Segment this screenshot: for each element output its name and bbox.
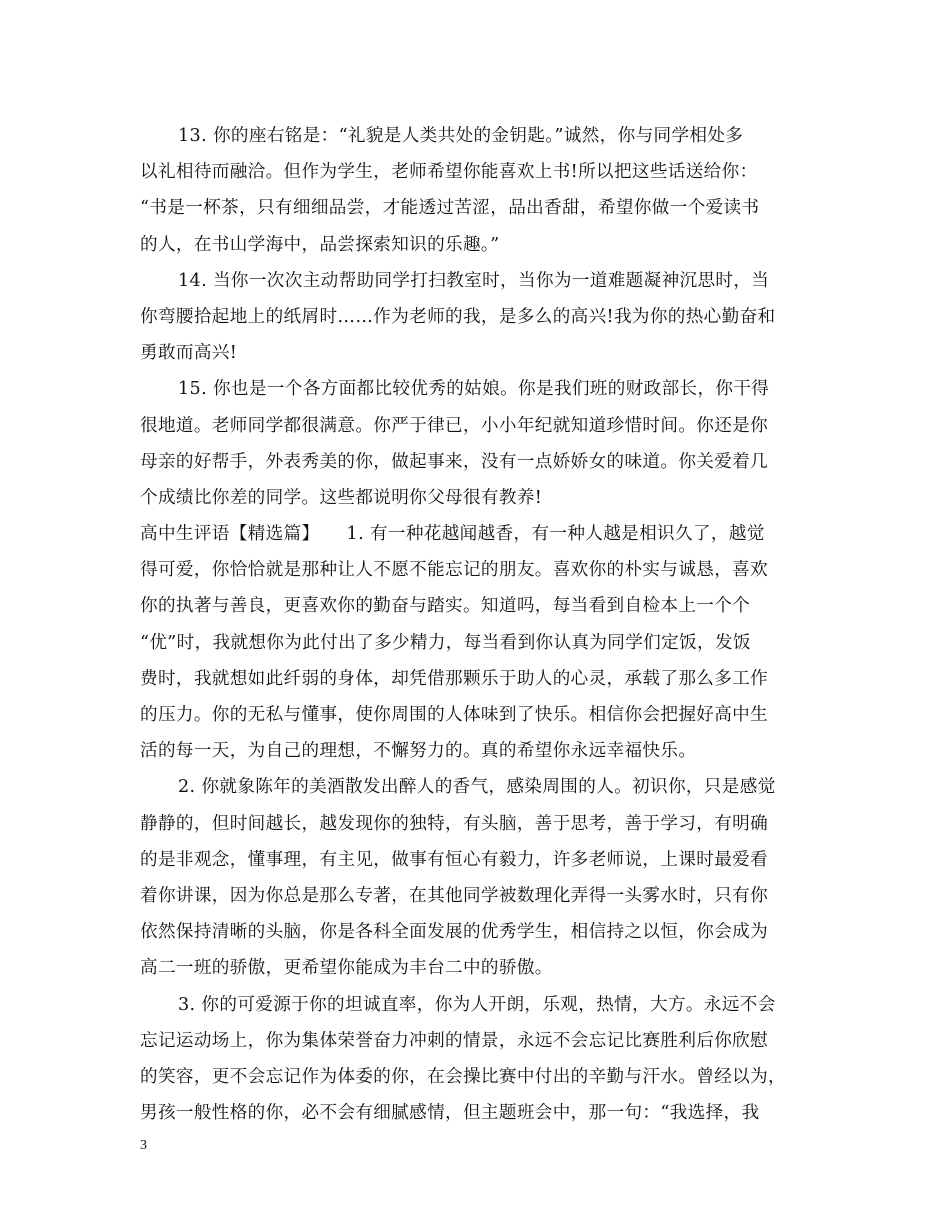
text-line: 你弯腰拾起地上的纸屑时……作为老师的我，是多么的高兴!我为你的热心勤奋和 bbox=[140, 306, 776, 327]
section-heading-line: 高中生评语【精选篇】 1. 有一种花越闻越香，有一种人越是相识久了，越觉 bbox=[140, 524, 765, 545]
text-line: 着你讲课，因为你总是那么专著，在其他同学被数理化弄得一头雾水时，只有你 bbox=[140, 885, 769, 906]
text-line: 13. 你的座右铭是：“礼貌是人类共处的金钥匙。”诚然，你与同学相处多 bbox=[178, 126, 744, 146]
text-line: 的压力。你的无私与懂事，使你周围的人体味到了快乐。相信你会把握好高中生 bbox=[140, 705, 769, 725]
text-line: 你的执著与善良，更喜欢你的勤奋与踏实。知道吗，每当看到自检本上一个个 bbox=[140, 596, 751, 617]
text-line: 很地道。老师同学都很满意。你严于律已，小小年纪就知道珍惜时间。你还是你 bbox=[140, 415, 769, 436]
text-line: 活的每一天，为自己的理想，不懈努力的。真的希望你永远幸福快乐。 bbox=[140, 741, 697, 762]
body-text bbox=[140, 118, 820, 1131]
text-line: 以礼相待而融洽。但作为学生，老师希望你能喜欢上书!所以把这些话送给你： bbox=[140, 162, 758, 183]
text-line: 费时，我就想如此纤弱的身体，却凭借那颗乐于助人的心灵，承载了那么多工作 bbox=[140, 668, 769, 689]
text-line: “优”时，我就想你为此付出了多少精力，每当看到你认真为同学们定饭，发饭 bbox=[140, 632, 751, 653]
text-line: 得可爱，你恰恰就是那种让人不愿不能忘记的朋友。喜欢你的朴实与诚恳，喜欢 bbox=[140, 560, 769, 581]
page-number: 3 bbox=[140, 1138, 147, 1153]
text-line: 个成绩比你差的同学。这些都说明你父母很有教养! bbox=[140, 487, 543, 508]
text-line: 15. 你也是一个各方面都比较优秀的姑娘。你是我们班的财政部长，你干得 bbox=[178, 379, 770, 400]
text-line: 静静的，但时间越长，越发现你的独特，有头脑，善于思考，善于学习，有明确 bbox=[140, 813, 769, 834]
text-line: 忘记运动场上，你为集体荣誉奋力冲刺的情景，永远不会忘记比赛胜利后你欣慰 bbox=[140, 1030, 769, 1051]
text-line: 3. 你的可爱源于你的坦诚直率，你为人开朗，乐观，热情，大方。永远不会 bbox=[178, 994, 776, 1015]
text-line: 14. 当你一次次主动帮助同学打扫教室时，当你为一道难题凝神沉思时，当 bbox=[178, 270, 770, 291]
text-line: 男孩一般性格的你，必不会有细腻感情，但主题班会中，那一句：“我选择，我 bbox=[140, 1103, 760, 1124]
text-line: 的人，在书山学海中，品尝探索知识的乐趣。” bbox=[140, 234, 500, 255]
text-line: 勇敢而高兴! bbox=[140, 343, 238, 364]
text-line: “书是一杯茶，只有细细品尝，才能透过苦涩，品出香甜，希望你做一个爱读书 bbox=[140, 198, 760, 219]
text-line: 高二一班的骄傲，更希望你能成为丰台二中的骄傲。 bbox=[140, 958, 553, 979]
text-line: 的笑容，更不会忘记作为体委的你，在会操比赛中付出的辛勤与汗水。曾经以为， bbox=[140, 1066, 786, 1087]
text-line: 2. 你就象陈年的美酒散发出醉人的香气，感染周围的人。初识你，只是感觉 bbox=[178, 777, 776, 798]
text-line: 依然保持清晰的头脑，你是各科全面发展的优秀学生，相信持之以恒，你会成为 bbox=[140, 922, 769, 943]
text-line: 的是非观念，懂事理，有主见，做事有恒心有毅力，许多老师说，上课时最爱看 bbox=[140, 849, 769, 870]
text-line: 母亲的好帮手，外表秀美的你，做起事来，没有一点娇娇女的味道。你关爱着几 bbox=[140, 451, 769, 472]
